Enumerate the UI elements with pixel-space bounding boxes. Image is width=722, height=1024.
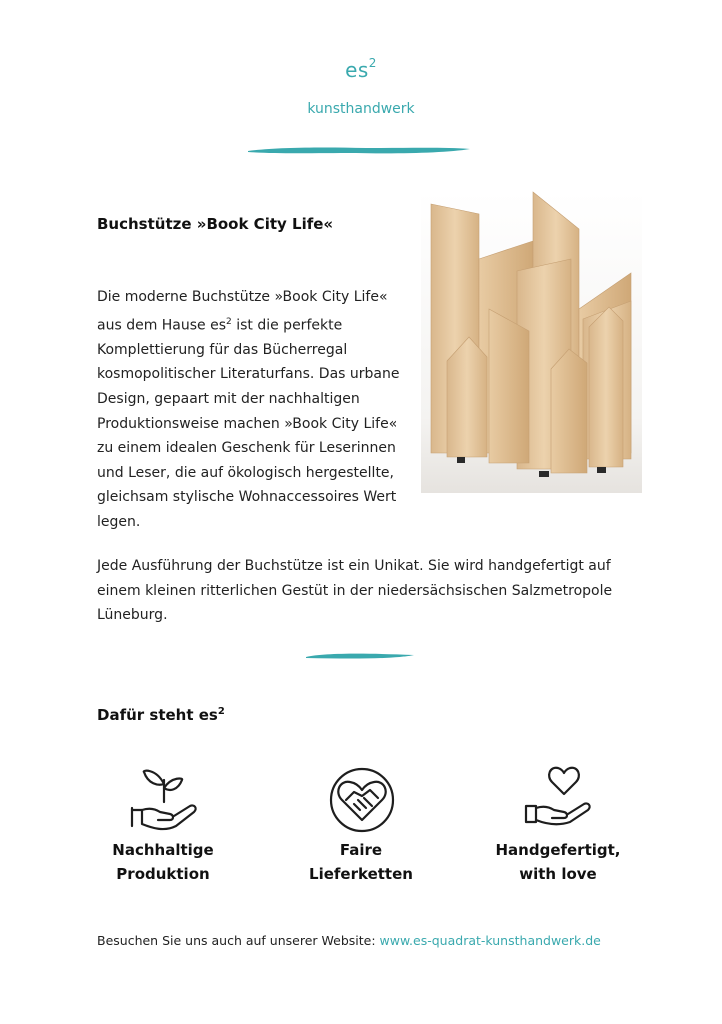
footer-text: Besuchen Sie uns auch auf unserer Website: — [97, 933, 380, 948]
top-brush-divider — [246, 144, 472, 156]
unique-line: einem kleinen ritterlichen Gestüt in der niedersächsischen Salzmetropole — [97, 582, 613, 599]
description-line: gleichsam stylische Wohnaccessoires Wert — [97, 489, 397, 506]
description-line: Die moderne Buchstütze »Book City Life« — [97, 289, 388, 305]
unique-paragraph — [97, 554, 637, 628]
website-link[interactable]: www.es-quadrat-kunsthandwerk.de — [379, 933, 601, 948]
footer — [97, 933, 601, 948]
description-line: zu einem idealen Geschenk für Leserinnen — [97, 440, 396, 457]
values-title: Dafür steht $es^2$ — [97, 706, 225, 724]
feature-3-label: Handgefertigt, with love — [495, 841, 621, 883]
handshake-heart-icon — [322, 760, 402, 840]
description-line: Komplettierung für das Bücherregal — [97, 341, 348, 358]
feature-2-label: Faire Lieferketten — [309, 841, 413, 883]
heart-in-hand-icon — [518, 760, 598, 840]
logo-subtitle: kunsthandwerk — [307, 101, 415, 117]
product-title: Buchstütze »Book City Life« — [97, 215, 334, 233]
middle-brush-divider — [304, 651, 416, 661]
unique-line: Jede Ausführung der Buchstütze ist ein Unikat. Sie wird handgefertigt auf — [97, 558, 611, 574]
description-line: Produktionsweise machen »Book City Life« — [97, 415, 398, 432]
product-photo — [421, 191, 642, 493]
description-line: Design, gepaart mit der nachhaltigen — [97, 391, 360, 408]
plant-in-hand-icon — [124, 762, 204, 842]
unique-line: Lüneburg. — [97, 607, 168, 624]
description-line: und Leser, die auf ökologisch hergestellte, — [97, 464, 394, 481]
logo-text: es — [345, 58, 369, 82]
description-line: kosmopolitischer Literaturfans. Das urbane — [97, 366, 400, 383]
description-line: aus dem Hause $es^2$ ist die perfekte — [97, 316, 343, 334]
description-line: legen. — [97, 514, 141, 530]
product-description — [97, 285, 407, 535]
logo — [0, 58, 722, 82]
feature-1-label: Nachhaltige Produktion — [112, 841, 214, 883]
logo-superscript: 2 — [368, 56, 377, 71]
